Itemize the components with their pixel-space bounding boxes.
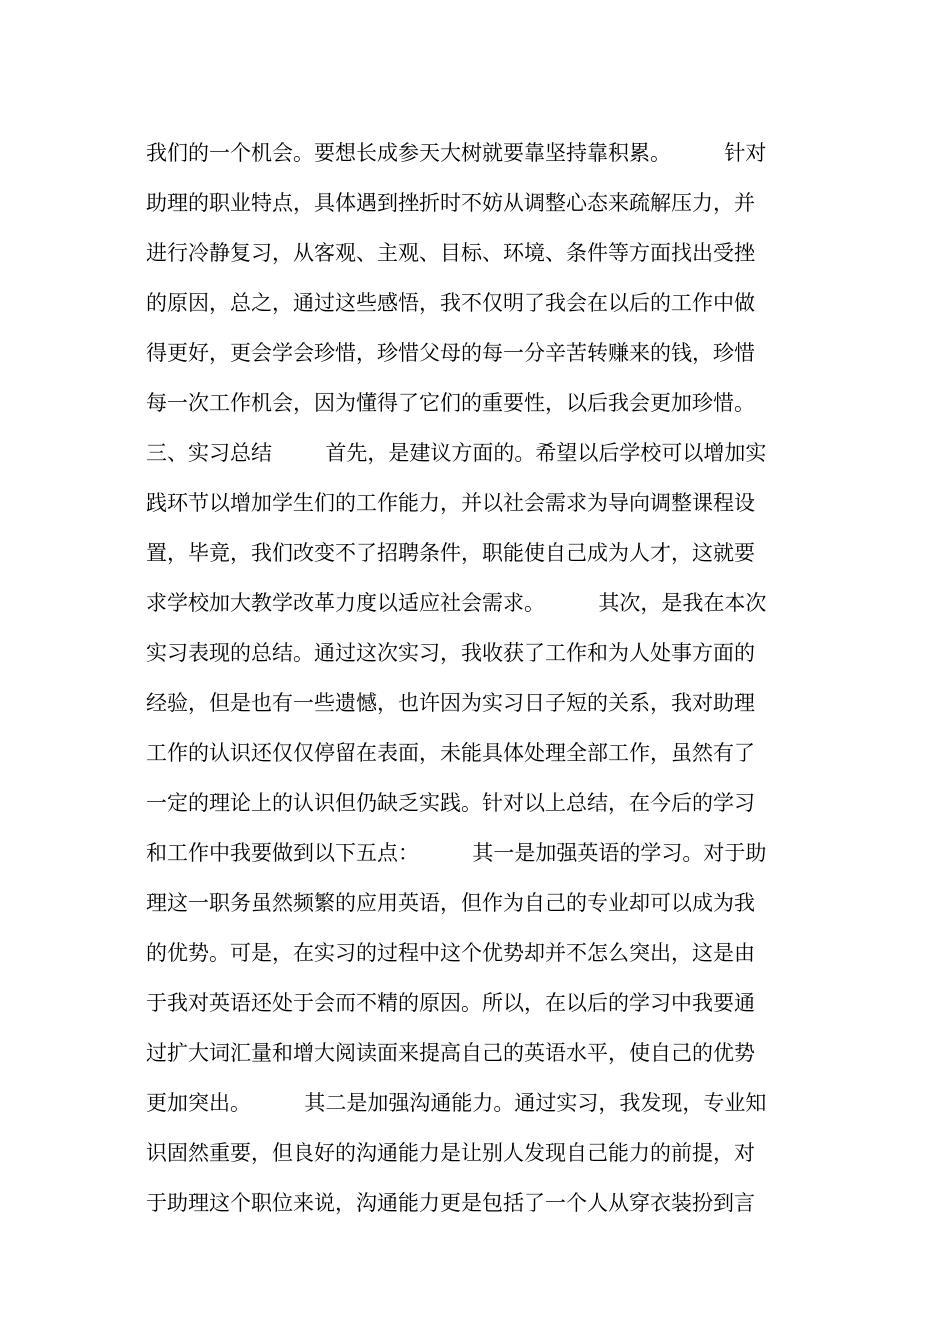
text-line: 于我对英语还处于会而不精的原因。所以，在以后的学习中我要通 [146, 991, 755, 1015]
text-line: 理这一职务虽然频繁的应用英语，但作为自己的专业却可以成为我 [146, 891, 755, 915]
text-line: 经验，但是也有一些遗憾，也许因为实习日子短的关系，我对助理 [146, 691, 755, 715]
text-line: 一定的理论上的认识但仍缺乏实践。针对以上总结，在今后的学习 [146, 791, 755, 815]
text-line: 于助理这个职位来说，沟通能力更是包括了一个人从穿衣装扮到言 [146, 1191, 755, 1215]
text-line: 每一次工作机会，因为懂得了它们的重要性，以后我会更加珍惜。 [146, 391, 755, 415]
text-line: 过扩大词汇量和增大阅读面来提高自己的英语水平，使自己的优势 [146, 1041, 755, 1065]
body-text [146, 128, 818, 1228]
text-line: 进行冷静复习，从客观、主观、目标、环境、条件等方面找出受挫 [146, 241, 755, 265]
text-line: 识固然重要，但良好的沟通能力是让别人发现自己能力的前提，对 [146, 1141, 755, 1165]
text-line: 我们的一个机会。要想长成参天大树就要靠坚持靠积累。 针对 [146, 141, 767, 165]
text-line: 求学校加大教学改革力度以适应社会需求。 其次，是我在本次 [146, 591, 767, 615]
text-line: 更加突出。 其二是加强沟通能力。通过实习，我发现，专业知 [146, 1091, 767, 1115]
text-line: 践环节以增加学生们的工作能力，并以社会需求为导向调整课程设 [146, 491, 755, 515]
text-line: 的原因，总之，通过这些感悟，我不仅明了我会在以后的工作中做 [146, 291, 755, 315]
text-line: 实习表现的总结。通过这次实习，我收获了工作和为人处事方面的 [146, 641, 755, 665]
text-line: 得更好，更会学会珍惜，珍惜父母的每一分辛苦转赚来的钱，珍惜 [146, 341, 755, 365]
text-line: 助理的职业特点，具体遇到挫折时不妨从调整心态来疏解压力，并 [146, 191, 755, 215]
text-line: 的优势。可是，在实习的过程中这个优势却并不怎么突出，这是由 [146, 941, 755, 965]
text-line: 三、实习总结 首先，是建议方面的。希望以后学校可以增加实 [146, 441, 767, 465]
text-line: 置，毕竟，我们改变不了招聘条件，职能使自己成为人才，这就要 [146, 541, 755, 565]
text-line: 工作的认识还仅仅停留在表面，未能具体处理全部工作，虽然有了 [146, 741, 755, 765]
text-line: 和工作中我要做到以下五点： 其一是加强英语的学习。对于助 [146, 841, 767, 865]
